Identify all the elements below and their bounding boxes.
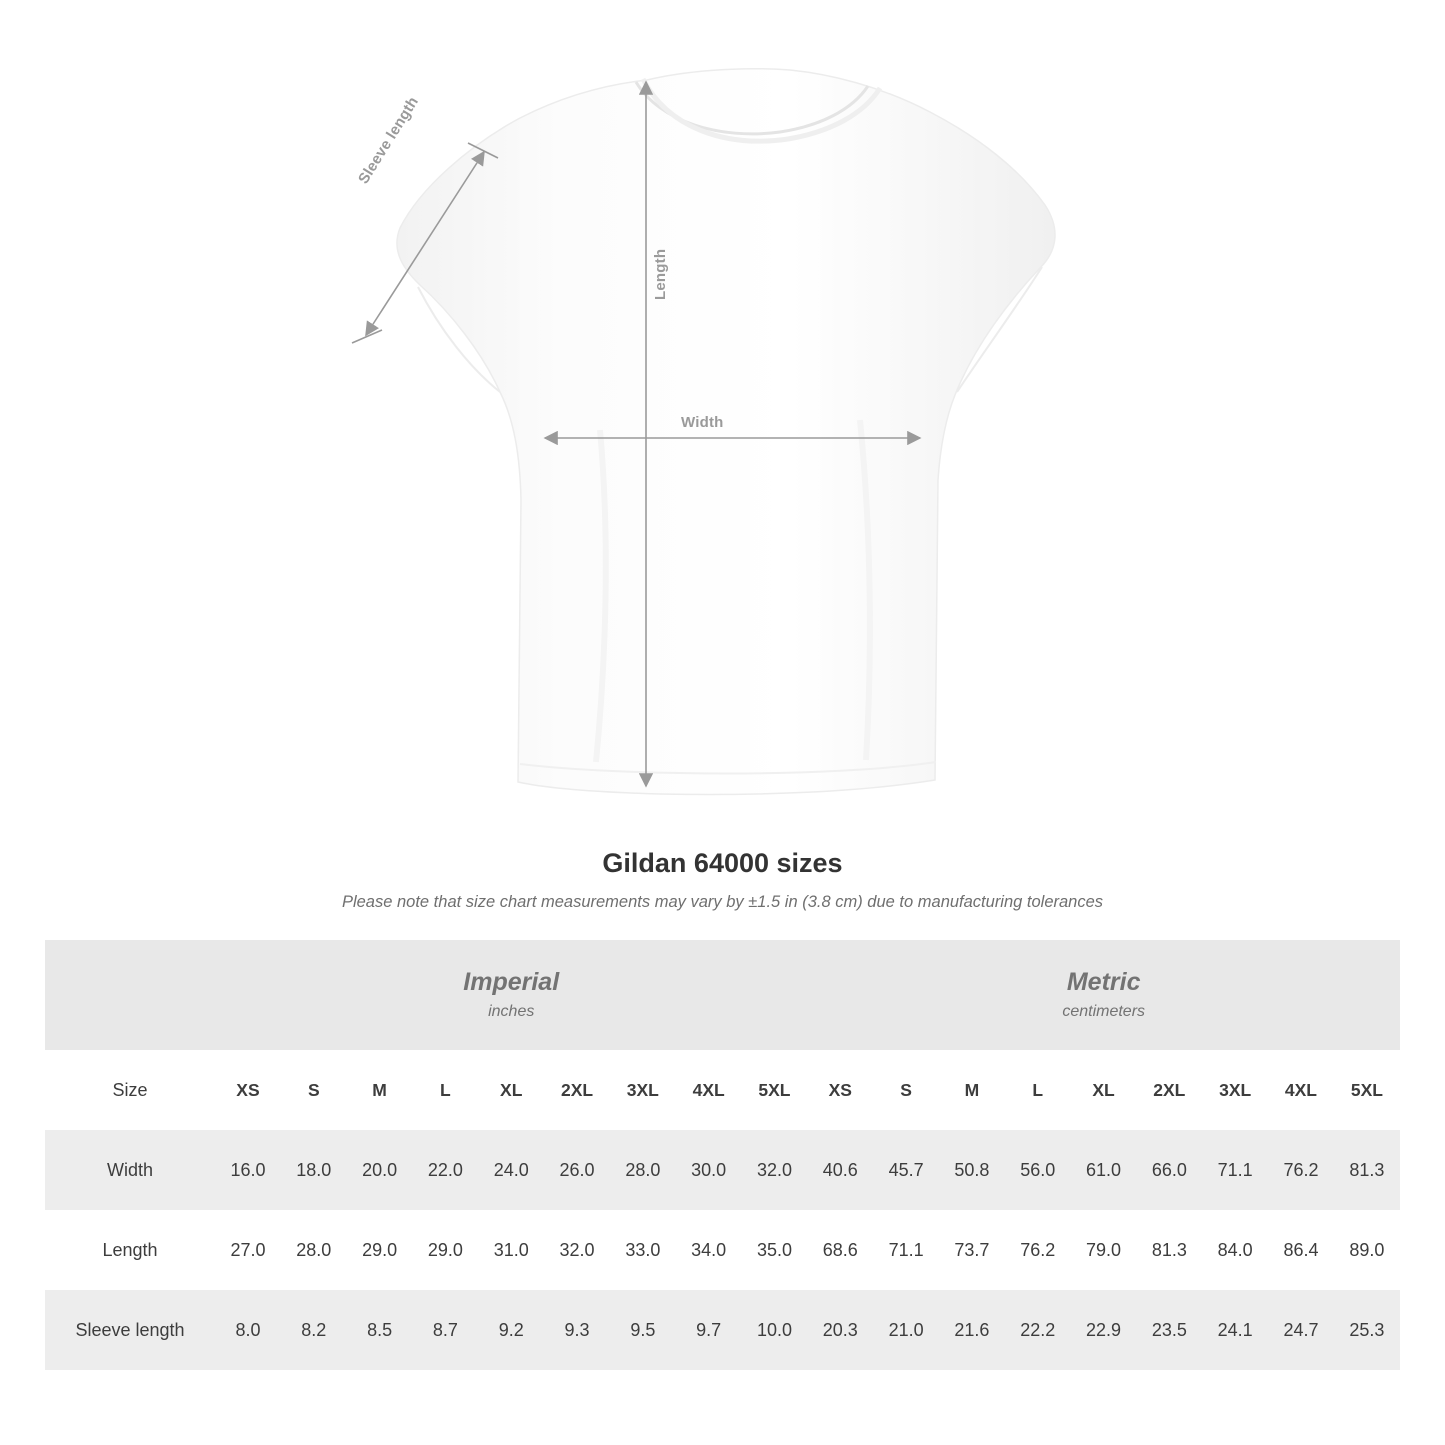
tshirt-shape xyxy=(397,69,1055,795)
cell-sleeve-imp-xs: 8.0 xyxy=(235,1319,261,1340)
cell-width-met-5xl: 81.3 xyxy=(1349,1159,1385,1180)
page-title: Gildan 64000 sizes xyxy=(602,848,843,878)
cell-sleeve-imp-s: 8.2 xyxy=(301,1319,327,1340)
cell-sleeve-imp-xl: 9.2 xyxy=(498,1319,524,1340)
cell-length-imp-xl: 31.0 xyxy=(493,1239,529,1260)
cell-length-imp-m: 29.0 xyxy=(362,1239,398,1260)
unit-header-imperial xyxy=(215,940,807,1050)
col-header-met-s: S xyxy=(900,1079,912,1100)
cell-length-imp-l: 29.0 xyxy=(427,1239,463,1260)
unit-measure-metric: centimeters xyxy=(1062,1002,1146,1020)
table-row-sleeve-length xyxy=(45,1290,1400,1370)
cell-length-imp-s: 28.0 xyxy=(296,1239,332,1260)
cell-length-imp-5xl: 35.0 xyxy=(756,1239,792,1260)
col-header-imp-xl: XL xyxy=(500,1079,523,1100)
size-chart-table xyxy=(45,940,1400,1370)
unit-measure-imperial: inches xyxy=(488,1002,535,1020)
cell-width-imp-3xl: 28.0 xyxy=(625,1159,661,1180)
col-header-met-xl: XL xyxy=(1092,1079,1115,1100)
cell-length-imp-xs: 27.0 xyxy=(230,1239,266,1260)
unit-system-imperial: Imperial xyxy=(463,968,560,997)
unit-header-row xyxy=(45,940,1400,1050)
cell-width-met-l: 56.0 xyxy=(1020,1159,1056,1180)
cell-width-imp-l: 22.0 xyxy=(427,1159,463,1180)
cell-width-met-xl: 61.0 xyxy=(1086,1159,1122,1180)
table-row-length xyxy=(45,1210,1400,1290)
cell-sleeve-met-3xl: 24.1 xyxy=(1217,1319,1253,1340)
cell-sleeve-met-m: 21.6 xyxy=(954,1319,990,1340)
row-header-width: Width xyxy=(107,1159,154,1180)
cell-sleeve-met-xl: 22.9 xyxy=(1086,1319,1122,1340)
col-header-met-l: L xyxy=(1032,1079,1044,1100)
col-header-imp-l: L xyxy=(440,1079,451,1100)
row-header-sleeve-length: Sleeve length xyxy=(75,1319,185,1340)
col-header-imp-s: S xyxy=(307,1079,320,1100)
col-header-met-5xl: 5XL xyxy=(1350,1079,1383,1100)
cell-width-met-xs: 40.6 xyxy=(822,1159,858,1180)
width-label: Width xyxy=(681,414,724,431)
col-header-met-3xl: 3XL xyxy=(1219,1079,1252,1100)
col-header-imp-m: M xyxy=(372,1079,387,1100)
cell-width-imp-xl: 24.0 xyxy=(493,1159,529,1180)
cell-sleeve-imp-2xl: 9.3 xyxy=(564,1319,590,1340)
cell-sleeve-imp-l: 8.7 xyxy=(432,1319,458,1340)
cell-sleeve-met-s: 21.0 xyxy=(888,1319,924,1340)
col-header-met-4xl: 4XL xyxy=(1284,1079,1318,1100)
length-label: Length xyxy=(652,248,669,300)
cell-width-imp-2xl: 26.0 xyxy=(559,1159,595,1180)
cell-sleeve-imp-3xl: 9.5 xyxy=(630,1319,656,1340)
cell-length-imp-2xl: 32.0 xyxy=(559,1239,595,1260)
cell-width-met-3xl: 71.1 xyxy=(1217,1159,1253,1180)
title-block xyxy=(0,848,1445,912)
col-header-imp-3xl: 3XL xyxy=(626,1079,659,1100)
cell-length-met-xl: 79.0 xyxy=(1086,1239,1122,1260)
cell-length-met-xs: 68.6 xyxy=(822,1239,858,1260)
cell-width-met-m: 50.8 xyxy=(954,1159,990,1180)
cell-length-met-4xl: 86.4 xyxy=(1283,1239,1319,1260)
row-header-length: Length xyxy=(102,1239,158,1260)
cell-length-met-s: 71.1 xyxy=(888,1239,924,1260)
cell-sleeve-imp-4xl: 9.7 xyxy=(696,1319,722,1340)
cell-sleeve-met-4xl: 24.7 xyxy=(1283,1319,1319,1340)
table-row-size xyxy=(45,1050,1400,1130)
cell-width-imp-m: 20.0 xyxy=(362,1159,398,1180)
unit-system-metric: Metric xyxy=(1066,968,1141,997)
measurement-tolerance-note: Please note that size chart measurements may vary by ±1.5 in (3.8 cm) due to manufacturing tolerances xyxy=(341,893,1104,911)
cell-width-imp-xs: 16.0 xyxy=(230,1159,266,1180)
cell-length-met-3xl: 84.0 xyxy=(1217,1239,1253,1260)
cell-width-met-2xl: 66.0 xyxy=(1151,1159,1187,1180)
size-table-wrapper xyxy=(45,940,1400,1370)
cell-length-imp-4xl: 34.0 xyxy=(691,1239,727,1260)
col-header-imp-4xl: 4XL xyxy=(692,1079,725,1100)
cell-sleeve-met-l: 22.2 xyxy=(1020,1319,1056,1340)
cell-width-imp-s: 18.0 xyxy=(296,1159,332,1180)
cell-width-imp-4xl: 30.0 xyxy=(691,1159,727,1180)
cell-sleeve-met-5xl: 25.3 xyxy=(1349,1319,1385,1340)
cell-sleeve-met-2xl: 23.5 xyxy=(1151,1319,1187,1340)
col-header-imp-xs: XS xyxy=(236,1079,260,1100)
col-header-imp-5xl: 5XL xyxy=(758,1079,791,1100)
cell-length-met-5xl: 89.0 xyxy=(1349,1239,1385,1260)
table-row-width xyxy=(45,1130,1400,1210)
cell-length-imp-3xl: 33.0 xyxy=(625,1239,661,1260)
col-header-met-2xl: 2XL xyxy=(1153,1079,1186,1100)
cell-length-met-m: 73.7 xyxy=(954,1239,990,1260)
cell-width-met-s: 45.7 xyxy=(888,1159,924,1180)
sleeve-length-label: Sleeve length xyxy=(355,93,423,188)
cell-sleeve-imp-5xl: 10.0 xyxy=(756,1319,792,1340)
cell-sleeve-imp-m: 8.5 xyxy=(367,1319,393,1340)
col-header-imp-2xl: 2XL xyxy=(560,1079,594,1100)
cell-width-met-4xl: 76.2 xyxy=(1283,1159,1319,1180)
col-header-met-m: M xyxy=(964,1079,980,1100)
cell-width-imp-5xl: 32.0 xyxy=(756,1159,792,1180)
cell-sleeve-met-xs: 20.3 xyxy=(822,1319,858,1340)
cell-length-met-l: 76.2 xyxy=(1020,1239,1056,1260)
cell-length-met-2xl: 81.3 xyxy=(1151,1239,1187,1260)
row-header-size: Size xyxy=(112,1079,148,1100)
unit-header-metric xyxy=(807,940,1400,1050)
unit-header-spacer xyxy=(45,940,215,1050)
col-header-met-xs: XS xyxy=(828,1079,852,1100)
